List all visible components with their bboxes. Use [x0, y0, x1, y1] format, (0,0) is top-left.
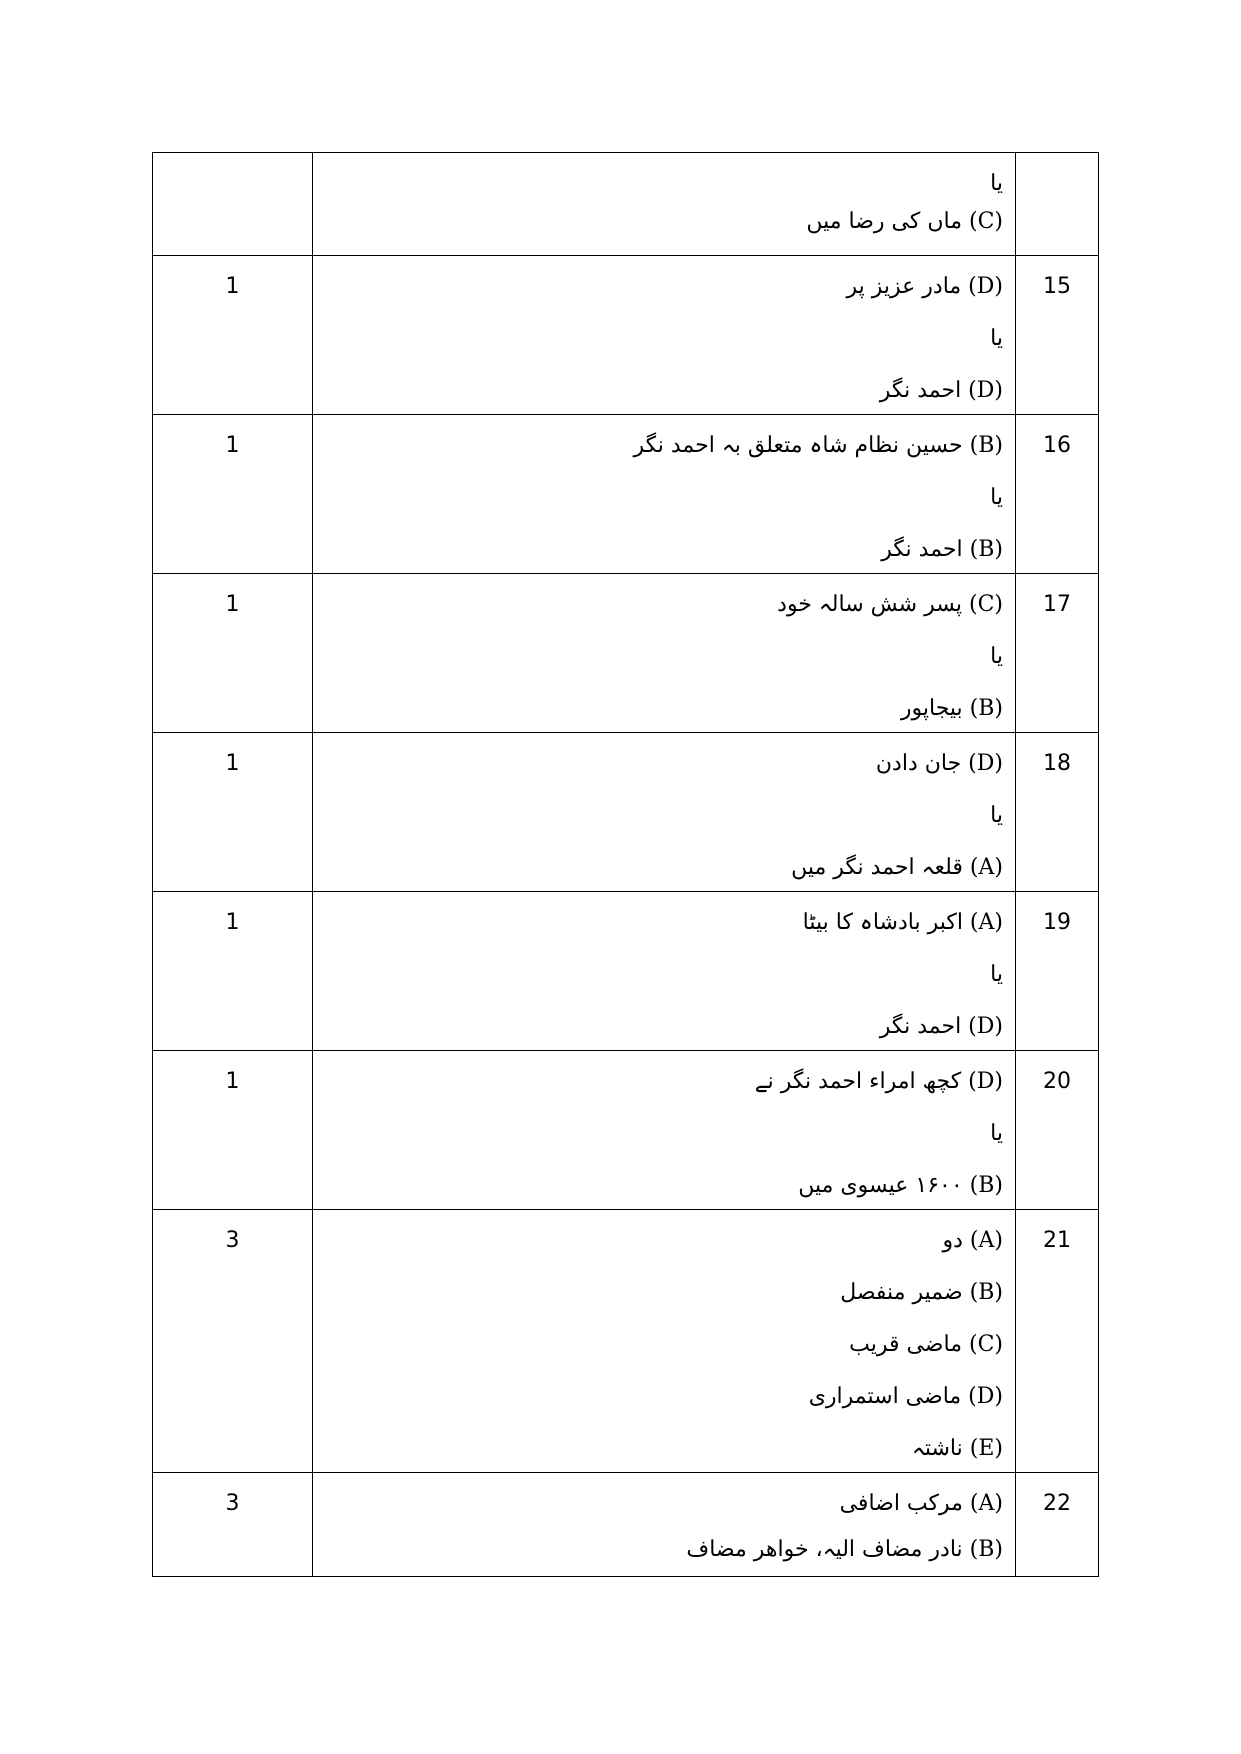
- answer-cell: [313, 1473, 1016, 1577]
- answer-line: یا: [990, 644, 1003, 669]
- table-row: [153, 153, 1099, 256]
- answer-line: (B) ۱۶۰۰ عیسوی میں: [798, 1173, 1003, 1198]
- marks-cell: 1: [153, 574, 313, 733]
- question-number-cell: 19: [1016, 892, 1099, 1051]
- table-row: [153, 415, 1099, 574]
- table-row: [153, 256, 1099, 415]
- marks-cell: 1: [153, 892, 313, 1051]
- answer-line: یا: [990, 485, 1003, 510]
- answer-line: (A) مرکب اضافی: [839, 1491, 1003, 1516]
- answer-line: یا: [990, 326, 1003, 351]
- answer-cell: [313, 1210, 1016, 1473]
- question-number-cell: 15: [1016, 256, 1099, 415]
- answer-cell: [313, 256, 1016, 415]
- question-number-cell: 22: [1016, 1473, 1099, 1577]
- answer-line: (A) اکبر بادشاہ کا بیٹا: [802, 910, 1003, 935]
- answer-line: (C) ماضی قریب: [849, 1332, 1003, 1357]
- marks-cell: 3: [153, 1473, 313, 1577]
- answer-cell: [313, 1051, 1016, 1210]
- marks-cell: 3: [153, 1210, 313, 1473]
- answer-line: (D) کچھ امراء احمد نگر نے: [754, 1069, 1003, 1094]
- table-row: [153, 892, 1099, 1051]
- question-number-cell: 18: [1016, 733, 1099, 892]
- answer-line: (D) احمد نگر: [879, 378, 1003, 403]
- answer-line: (B) نادر مضاف الیہ، خواھر مضاف: [686, 1537, 1003, 1562]
- marks-cell: 1: [153, 1051, 313, 1210]
- question-number-cell: [1016, 153, 1099, 256]
- answer-cell: [313, 574, 1016, 733]
- answer-line: (B) احمد نگر: [881, 537, 1003, 562]
- marks-cell: [153, 153, 313, 256]
- answer-cell: [313, 153, 1016, 256]
- answer-line: (E) ناشتہ: [911, 1436, 1003, 1461]
- answer-cell: [313, 415, 1016, 574]
- table-row: [153, 733, 1099, 892]
- answer-key-table: [152, 152, 1099, 1577]
- answer-line: (D) ماضی استمراری: [808, 1384, 1003, 1409]
- answer-cell: [313, 892, 1016, 1051]
- answer-line: (C) ماں کی رضا میں: [806, 209, 1003, 234]
- table-row: [153, 1051, 1099, 1210]
- question-number-cell: 20: [1016, 1051, 1099, 1210]
- table-row: [153, 574, 1099, 733]
- answer-line: یا: [990, 962, 1003, 987]
- answer-line: (C) پسر شش سالہ خود: [777, 592, 1003, 617]
- marks-cell: 1: [153, 733, 313, 892]
- answer-line: (D) مادر عزیز پر: [846, 274, 1003, 299]
- answer-line: یا: [990, 803, 1003, 828]
- answer-line: (B) بیجاپور: [900, 696, 1003, 721]
- table-row: [153, 1210, 1099, 1473]
- answer-line: (B) ضمیر منفصل: [840, 1280, 1003, 1305]
- table-row: [153, 1473, 1099, 1577]
- marks-cell: 1: [153, 415, 313, 574]
- answer-line: یا: [990, 1121, 1003, 1146]
- answer-line: (A) قلعہ احمد نگر میں: [791, 855, 1003, 880]
- answer-cell: [313, 733, 1016, 892]
- question-number-cell: 16: [1016, 415, 1099, 574]
- answer-line: (A) دو: [942, 1228, 1003, 1253]
- answer-line: (B) حسین نظام شاہ متعلق بہ احمد نگر: [633, 433, 1003, 458]
- question-number-cell: 17: [1016, 574, 1099, 733]
- answer-line: یا: [990, 171, 1003, 196]
- answer-line: (D) احمد نگر: [879, 1014, 1003, 1039]
- question-number-cell: 21: [1016, 1210, 1099, 1473]
- answer-line: (D) جان دادن: [875, 751, 1003, 776]
- marks-cell: 1: [153, 256, 313, 415]
- answer-key-body: [153, 153, 1099, 1577]
